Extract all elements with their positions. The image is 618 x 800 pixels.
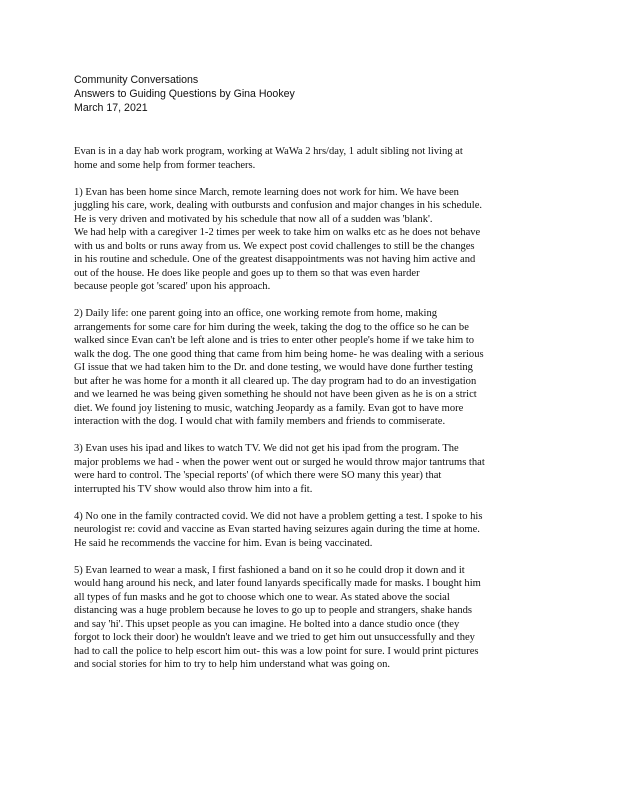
paragraph-line: GI issue that we had taken him to the Dr. and done testing, we would have done further testing bbox=[74, 362, 473, 373]
paragraph-line: He said he recommends the vaccine for him. Evan is being vaccinated. bbox=[74, 537, 373, 549]
paragraph-line: walked since Evan can't be left alone and is tries to enter other people's home if we take him to bbox=[74, 335, 475, 346]
paragraph-line: all types of fun masks and he got to choose which one to wear. As stated above the social bbox=[74, 591, 450, 603]
header-subtitle: Answers to Guiding Questions by Gina Hookey bbox=[74, 88, 295, 101]
paragraph-line: 3) Evan uses his ipad and likes to watch TV. We did not get his ipad from the program. The bbox=[74, 443, 459, 454]
paragraph-line: in his routine and schedule. One of the greatest disappointments was not having him active and bbox=[74, 254, 476, 265]
paragraph-line: 4) No one in the family contracted covid. We did not have a problem getting a test. I spoke to his bbox=[74, 510, 483, 522]
paragraph-line: would hang around his neck, and later found lanyards specifically made for masks. I bought him bbox=[74, 578, 481, 589]
paragraph-line: walk the dog. The one good thing that came from him being home- he was dealing with a serious bbox=[74, 348, 484, 360]
paragraph-line: diet. We found joy listening to music, watching Jeopardy as a family. Evan got to have more bbox=[74, 402, 464, 414]
paragraph-line: 1) Evan has been home since March, remote learning does not work for him. We have been bbox=[74, 186, 459, 198]
paragraph-line: were hard to control. The 'special reports' (of which there were SO many this year) that bbox=[74, 470, 442, 481]
paragraph-line: interrupted his TV show would also throw him into a fit. bbox=[74, 483, 313, 495]
paragraph-6 bbox=[74, 564, 554, 672]
paragraph-line: We had help with a caregiver 1-2 times per week to take him on walks etc as he does not behave bbox=[74, 227, 481, 238]
header-date: March 17, 2021 bbox=[74, 102, 148, 115]
paragraph-line: had to call the police to help escort him out- this was a low point for sure. I would print pictures bbox=[74, 645, 479, 657]
paragraph-line: but after he was home for a month it all cleared up. The day program had to do an investigation bbox=[74, 375, 477, 387]
paragraph-line: home and some help from former teachers. bbox=[74, 159, 256, 171]
paragraph-3 bbox=[74, 307, 554, 429]
paragraph-line: and we learned he was being given something he should not have been given as he is on a strict bbox=[74, 389, 477, 400]
paragraph-4 bbox=[74, 442, 554, 496]
header-title: Community Conversations bbox=[74, 74, 199, 86]
paragraph-line: Evan is in a day hab work program, working at WaWa 2 hrs/day, 1 adult sibling not living at bbox=[74, 146, 463, 157]
paragraph-line: juggling his care, work, dealing with outbursts and confusion and major changes in his schedule. bbox=[74, 200, 483, 211]
paragraph-line: 2) Daily life: one parent going into an office, one working remote from home, making bbox=[74, 308, 437, 319]
paragraph-line: and say 'hi'. This upset people as you can imagine. He bolted into a dance studio once (they bbox=[74, 618, 460, 630]
document-body bbox=[74, 145, 554, 685]
paragraph-line: interaction with the dog. I would chat with family members and friends to commiserate. bbox=[74, 416, 446, 427]
paragraph-line: 5) Evan learned to wear a mask, I first fashioned a band on it so he could drop it down and it bbox=[74, 564, 465, 576]
document-header bbox=[74, 73, 554, 116]
paragraph-line: and social stories for him to try to help him understand what was going on. bbox=[74, 659, 391, 670]
paragraph-line: neurologist re: covid and vaccine as Evan started having seizures again during the time at home. bbox=[74, 524, 480, 535]
paragraph-5 bbox=[74, 510, 554, 551]
paragraph-line: because people got 'scared' upon his approach. bbox=[74, 281, 271, 292]
paragraph-line: out of the house. He does like people and goes up to them so that was even harder bbox=[74, 267, 420, 279]
paragraph-line: with us and bolts or runs away from us. We expect post covid challenges to still be the changes bbox=[74, 240, 475, 252]
paragraph-line: forgot to lock their door) he wouldn't leave and we tried to get him out unsuccessfully and they bbox=[74, 632, 475, 643]
paragraph-line: arrangements for some care for him during the week, taking the dog to the office so he can be bbox=[74, 321, 469, 333]
paragraph-line: major problems we had - when the power went out or surged he would throw major tantrums that bbox=[74, 456, 485, 468]
paragraph-line: distancing was a huge problem because he loves to go up to people and strangers, shake hands bbox=[74, 605, 473, 616]
paragraph-1 bbox=[74, 145, 554, 172]
paragraph-line: He is very driven and motivated by his schedule that now all of a sudden was 'blank'. bbox=[74, 213, 433, 225]
paragraph-2 bbox=[74, 186, 554, 294]
